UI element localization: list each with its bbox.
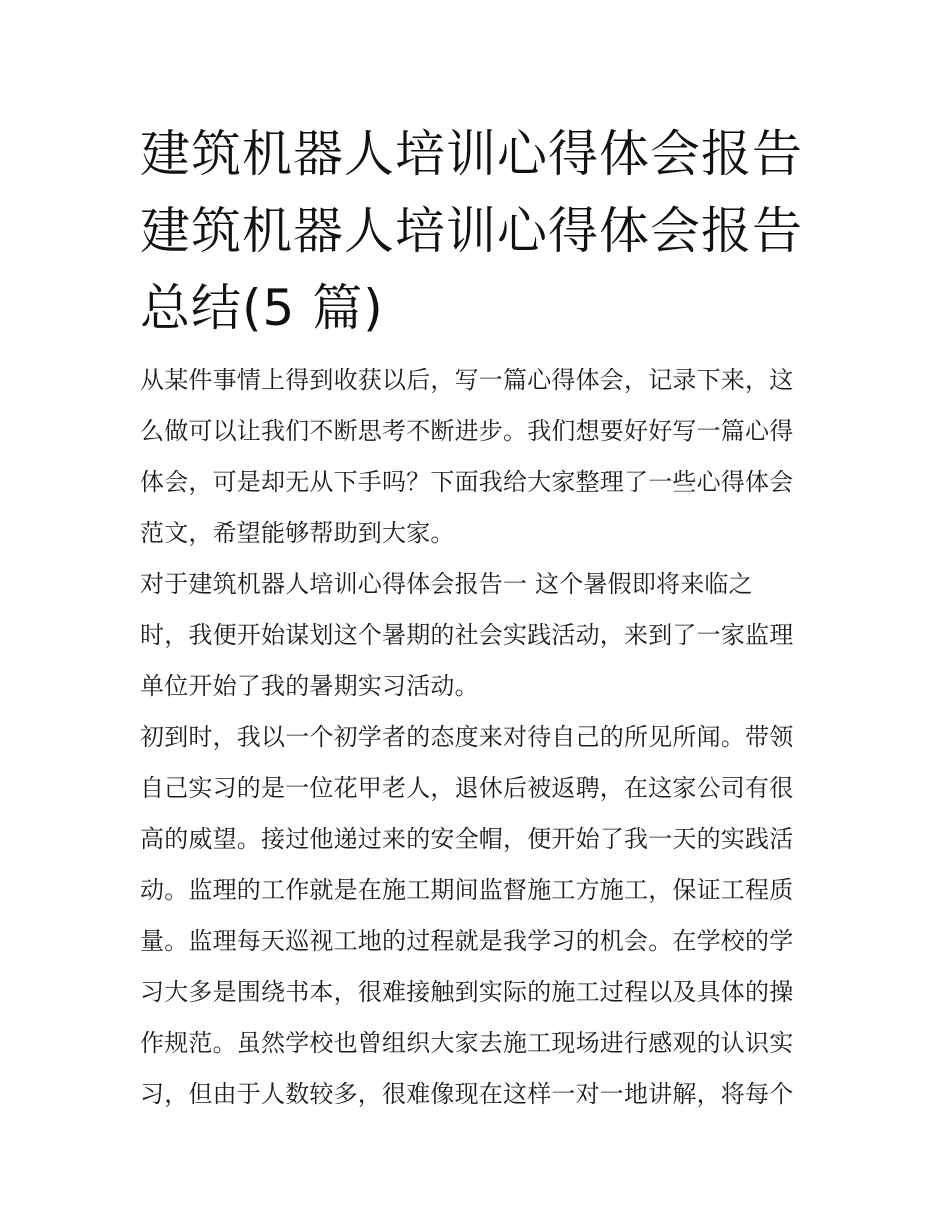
title-line: 建筑机器人培训心得体会报告 [140,125,803,183]
title-line: 总结(5 篇) [140,279,384,337]
document-body [140,361,820,1126]
body-line: 高的威望。接过他递过来的安全帽，便开始了我一天的实践活 [140,825,794,853]
body-line: 初到时，我以一个初学者的态度来对待自己的所见所闻。带领 [140,723,794,751]
body-line: 习，但由于人数较多，很难像现在这样一对一地讲解，将每个 [140,1080,794,1108]
body-line: 作规范。虽然学校也曾组织大家去施工现场进行感观的认识实 [140,1029,794,1057]
document-title [140,116,820,347]
body-line: 习大多是围绕书本，很难接触到实际的施工过程以及具体的操 [140,978,794,1006]
body-line: 从某件事情上得到收获以后，写一篇心得体会，记录下来，这 [140,366,794,394]
body-line: 体会，可是却无从下手吗？下面我给大家整理了一些心得体会 [140,468,794,496]
body-line: 动。监理的工作就是在施工期间监督施工方施工，保证工程质 [140,876,794,904]
body-line: 量。监理每天巡视工地的过程就是我学习的机会。在学校的学 [140,927,794,955]
body-line: 单位开始了我的暑期实习活动。 [140,672,479,700]
body-line: 时，我便开始谋划这个暑期的社会实践活动，来到了一家监理 [140,621,794,649]
body-line: 对于建筑机器人培训心得体会报告一 这个暑假即将来临之 [140,570,753,598]
body-line: 么做可以让我们不断思考不断进步。我们想要好好写一篇心得 [140,417,794,445]
body-line: 范文，希望能够帮助到大家。 [140,519,455,547]
title-line: 建筑机器人培训心得体会报告 [140,202,803,260]
body-line: 自己实习的是一位花甲老人，退休后被返聘，在这家公司有很 [140,774,794,802]
